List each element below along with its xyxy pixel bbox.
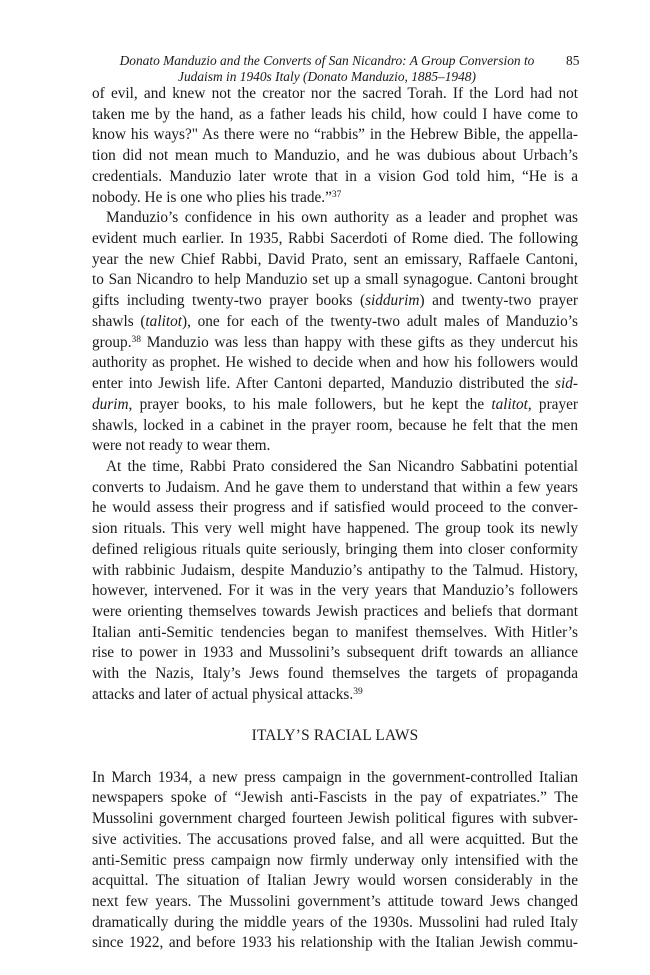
italic-term: siddurim [365,292,420,310]
text-line: with the Nazis, Italy’s Jews found themselves the targets of propaganda [92,665,578,683]
text-line: Manduzio’s confidence in his own authority as a leader and prophet was [106,209,578,227]
italic-term: talitot [491,395,528,413]
footnote-ref-37[interactable]: 37 [331,189,342,200]
body-text [92,84,578,954]
italic-term: durim [92,395,129,413]
running-header-line-2: Judaism in 1940s Italy (Donato Manduzio, 1885–1948) [178,69,476,84]
text-line: next few years. The Mussolini government’s attitude toward Jews changed [92,893,578,911]
page-number: 85 [566,53,580,68]
text-line: with rabbinic Judaism, despite Manduzio’s antipathy to the Talmud. History, [92,561,578,579]
text-line: year the new Chief Rabbi, David Prato, sent an emissary, Raffaele Cantoni, [92,250,578,268]
footnote-ref-39[interactable]: 39 [353,686,363,697]
text-line: know his ways?" As there were no “rabbis” in the Hebrew Bible, the appella- [92,126,578,144]
text-line: of evil, and knew not the creator nor the sacred Torah. If the Lord had not [92,85,578,102]
text-line: enter into Jewish life. After Cantoni departed, Manduzio distributed the sid- [92,375,578,393]
paragraph-4 [92,768,578,954]
text-line: attacks and later of actual physical attacks.$^{39}$ [92,685,363,703]
text-line: durim, prayer books, to his male followers, but he kept the talitot, prayer [92,395,578,413]
text-line: shawls (talitot), one for each of the twenty-two adult males of Manduzio’s [92,312,578,330]
paragraph-2 [92,208,578,457]
text-line: tion did not mean much to Manduzio, and he was dubious about Urbach’s [92,147,578,165]
running-header [92,53,562,85]
text-line: rise to power in 1933 and Mussolini’s subsequent drift towards an alliance [92,644,578,662]
text-line: newspapers spoke of “Jewish anti-Fascists in the pay of expatriates.” The [92,789,578,807]
text-line: acquittal. The situation of Italian Jewry would worsen considerably in the [92,872,578,890]
italic-term: sid- [555,375,578,393]
paragraph-1 [92,84,578,208]
section-heading: ITALY’S RACIAL LAWS [251,727,419,745]
italic-term: talitot [145,312,182,330]
text-line: he would assess their progress and if satisfied would proceed to the conver- [92,499,578,517]
text-line: anti-Semitic press campaign now firmly underway only intensified with the [92,851,578,869]
text-line: At the time, Rabbi Prato considered the San Nicandro Sabbatini potential [106,457,578,475]
text-line: sion rituals. This very well might have happened. The group took its newly [92,520,578,538]
paragraph-3 [92,457,578,706]
text-line: Mussolini government charged fourteen Jewish political figures with subver- [92,810,578,828]
text-line: however, intervened. For it was in the very years that Manduzio’s followers [92,582,578,600]
text-line: shawls, locked in a cabinet in the prayer room, because he felt that the men [92,416,578,434]
text-line: sive activities. The accusations proved false, and all were acquitted. But the [92,830,578,848]
text-line: converts to Judaism. And he gave them to understand that within a few years [92,478,578,496]
text-line: since 1922, and before 1933 his relationship with the Italian Jewish commu- [92,934,578,952]
text-line: In March 1934, a new press campaign in the government-controlled Italian [92,768,578,786]
text-line: credentials. Manduzio later wrote that in a vision God told him, “He is a [92,167,578,185]
text-line: Italian anti-Semitic tendencies began to manifest themselves. With Hitler’s [92,623,578,641]
text-line: nobody. He is one who plies his trade.”$^{37}$ [92,188,342,206]
spacer [92,747,578,768]
text-line: were not ready to wear them. [92,437,271,455]
text-line: were orienting themselves towards Jewish practices and beliefs that dormant [92,602,578,620]
text-line: gifts including twenty-two prayer books (siddurim) and twenty-two prayer [92,292,579,310]
spacer [92,706,578,727]
text-line: group.$^{38}$ Manduzio was less than happy with these gifts as they undercut his [92,333,578,351]
text-line: authority as prophet. He wished to decide when and how his followers would [92,354,578,372]
text-line: to San Nicandro to help Manduzio set up a small synagogue. Cantoni brought [92,271,578,289]
text-line: evident much earlier. In 1935, Rabbi Sacerdoti of Rome died. The following [92,230,578,248]
running-header-line-1: Donato Manduzio and the Converts of San Nicandro: A Group Conversion to [119,53,535,68]
footnote-ref-38[interactable]: 38 [131,334,142,345]
text-line: taken me by the hand, as a father leads his child, how could I have come to [92,105,578,123]
text-line: dramatically during the middle years of the 1930s. Mussolini had ruled Italy [92,913,578,931]
text-line: defined religious rituals quite seriously, bringing them into closer conformity [92,540,578,558]
